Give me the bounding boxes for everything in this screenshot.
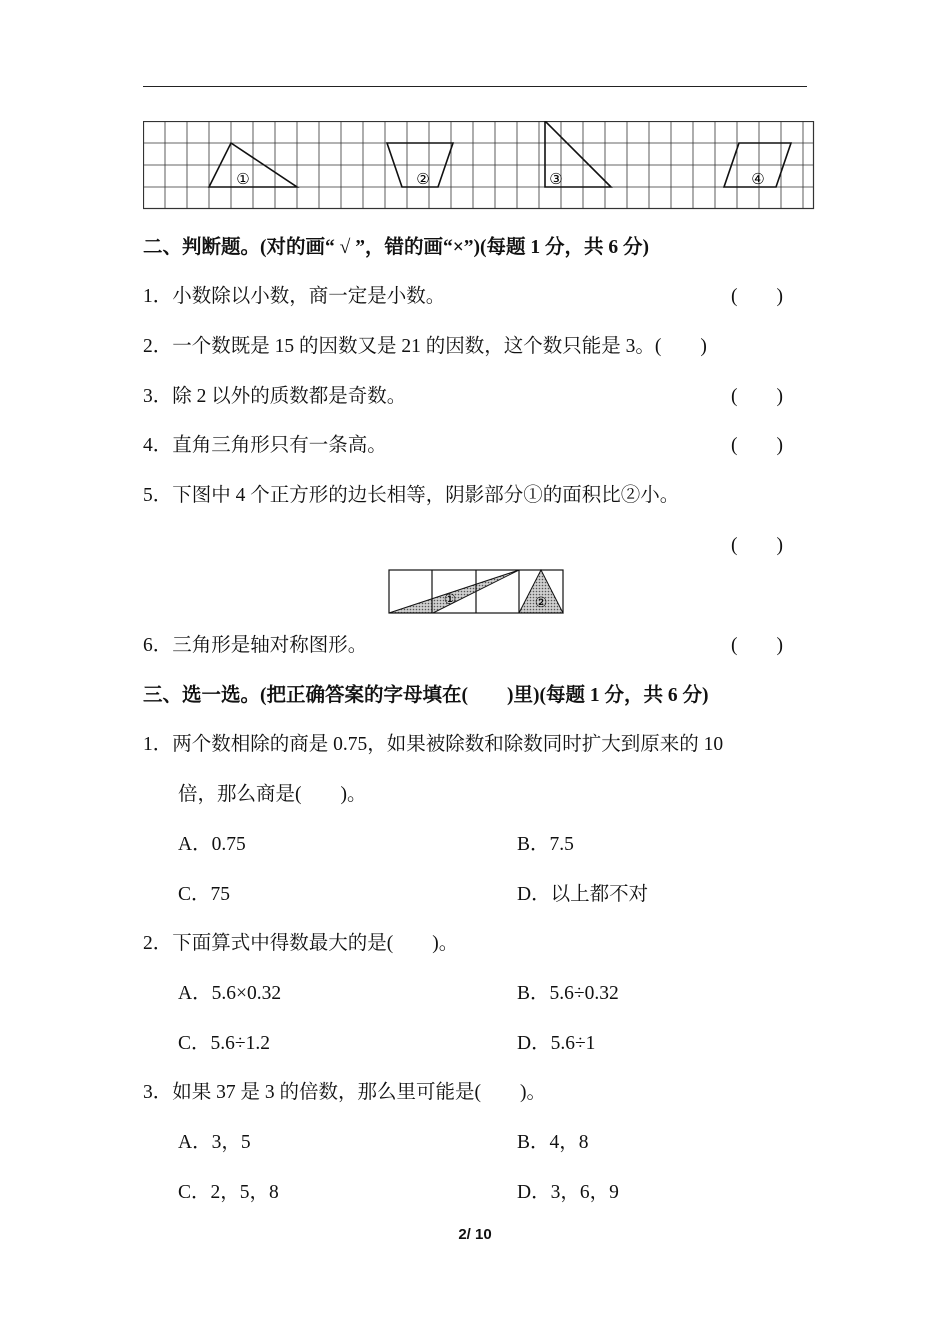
option-c[interactable]: C．2，5，8 xyxy=(178,1182,279,1203)
answer-blank[interactable]: ( ) xyxy=(654,336,707,357)
section3-title: 三、选一选。(把正确答案的字母填在( )里)(每题 1 分，共 6 分) xyxy=(143,685,709,706)
question-text: 直角三角形只有一条高。 xyxy=(172,435,387,456)
s3-q2 xyxy=(143,932,458,956)
s2-q1 xyxy=(143,285,445,309)
question-number: 2． xyxy=(143,933,173,954)
option-b[interactable]: B．7.5 xyxy=(517,834,574,855)
option-d[interactable]: D．以上都不对 xyxy=(517,884,649,905)
option-c[interactable]: C．5.6÷1.2 xyxy=(178,1033,270,1054)
answer-blank[interactable]: ( ) xyxy=(731,386,783,407)
grid-figure xyxy=(143,121,815,211)
answer-blank[interactable]: ( ) xyxy=(731,286,783,307)
answer-blank[interactable]: ( ) xyxy=(731,435,783,456)
question-text: 三角形是轴对称图形。 xyxy=(172,635,368,656)
s3-q1-line2: 倍，那么商是( )。 xyxy=(178,784,367,805)
question-text: 一个数既是 15 的因数又是 21 的因数，这个数只能是 3。 xyxy=(172,336,655,357)
question-text: 如果 37 是 3 的倍数，那么里可能是( )。 xyxy=(172,1082,547,1103)
question-number: 3． xyxy=(143,1082,173,1103)
shape-label-2: ② xyxy=(416,170,430,188)
s2-q2 xyxy=(143,335,707,359)
section2-title: 二、判断题。(对的画“ √ ”，错的画“×”)(每题 1 分，共 6 分) xyxy=(143,237,650,258)
question-number: 1． xyxy=(143,286,173,307)
four-squares-figure xyxy=(388,569,564,615)
s2-q4 xyxy=(143,434,387,458)
question-number: 6． xyxy=(143,635,173,656)
option-a[interactable]: A．0.75 xyxy=(178,834,246,855)
s2-q3 xyxy=(143,385,406,409)
region-label-2: ② xyxy=(534,595,548,611)
region-label-1: ① xyxy=(443,592,457,608)
question-number: 1． xyxy=(143,734,173,755)
question-number: 5． xyxy=(143,485,173,506)
page-number: 2/ 10 xyxy=(458,1226,492,1243)
question-number: 2． xyxy=(143,336,173,357)
shape-label-4: ④ xyxy=(751,170,765,188)
question-text: 两个数相除的商是 0.75，如果被除数和除数同时扩大到原来的 10 xyxy=(172,734,724,755)
shape-label-1: ① xyxy=(236,170,250,188)
answer-blank[interactable]: ( ) xyxy=(731,535,783,556)
option-b[interactable]: B．5.6÷0.32 xyxy=(517,983,619,1004)
option-a[interactable]: A．3，5 xyxy=(178,1132,251,1153)
option-d[interactable]: D．5.6÷1 xyxy=(517,1033,596,1054)
question-number: 3． xyxy=(143,386,173,407)
s2-q5 xyxy=(143,484,679,508)
option-d[interactable]: D．3，6，9 xyxy=(517,1182,619,1203)
option-c[interactable]: C．75 xyxy=(178,884,231,905)
question-text: 下面算式中得数最大的是( )。 xyxy=(172,933,459,954)
shape-label-3: ③ xyxy=(549,170,563,188)
top-rule xyxy=(143,86,807,87)
option-b[interactable]: B．4，8 xyxy=(517,1132,589,1153)
s3-q1-line1 xyxy=(143,733,723,757)
s3-q3 xyxy=(143,1081,546,1105)
question-text: 下图中 4 个正方形的边长相等，阴影部分①的面积比②小。 xyxy=(172,485,680,506)
s2-q6 xyxy=(143,634,367,658)
answer-blank[interactable]: ( ) xyxy=(731,635,783,656)
option-a[interactable]: A．5.6×0.32 xyxy=(178,983,282,1004)
question-text: 除 2 以外的质数都是奇数。 xyxy=(172,386,407,407)
question-number: 4． xyxy=(143,435,173,456)
question-text: 小数除以小数，商一定是小数。 xyxy=(172,286,446,307)
